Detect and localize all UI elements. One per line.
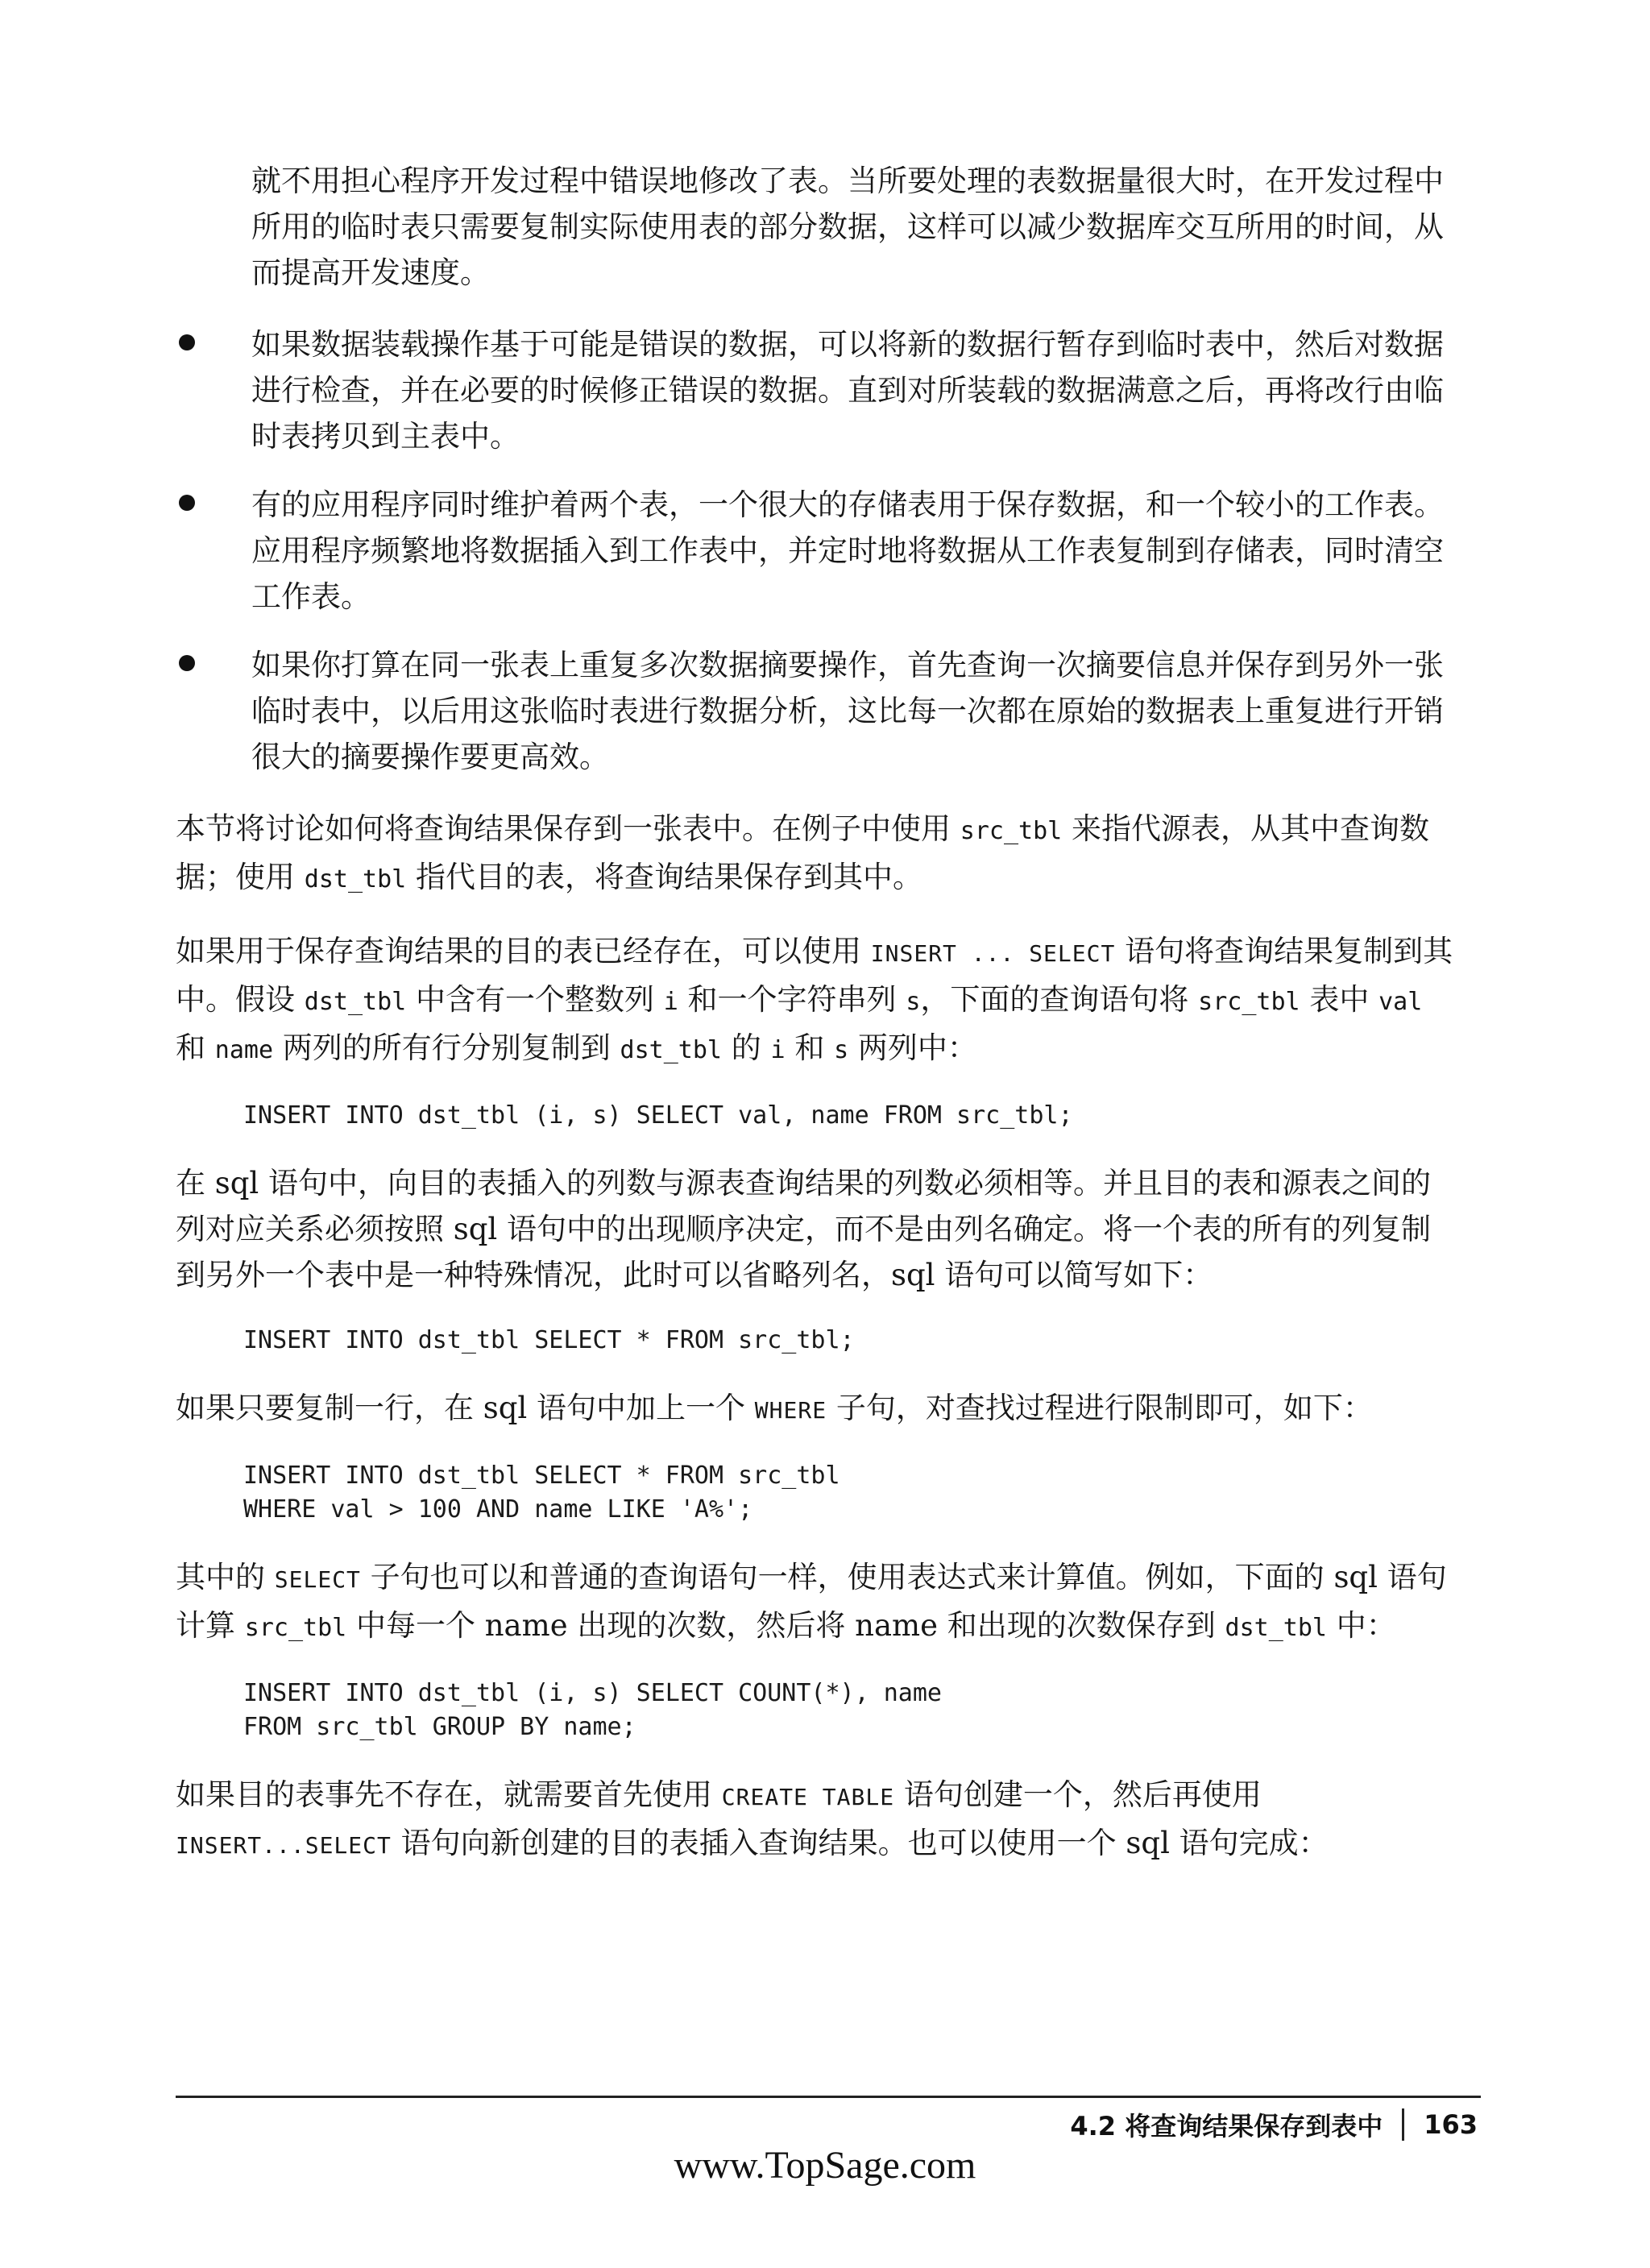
bullet-icon: [179, 495, 195, 511]
page-content: [176, 158, 1455, 1894]
footer-rule: [176, 2096, 1481, 2098]
paragraph-intro-section: 本节将讨论如何将查询结果保存到一张表中。在例子中使用 src_tbl 来指代源表，从其中查询数据；使用 dst_tbl 指代目的表，将查询结果保存到其中。: [176, 811, 1429, 894]
section-title: 4.2 将查询结果保存到表中: [1070, 2111, 1383, 2142]
paragraph-expression: 其中的 SELECT 子句也可以和普通的查询语句一样，使用表达式来计算值。例如，下面的 sql 语句计算 src_tbl 中每一个 name 出现的次数，然后将 name 和出现的次数保存到 dst_tbl 中：: [176, 1560, 1447, 1643]
bullet-item: 有的应用程序同时维护着两个表，一个很大的存储表用于保存数据，和一个较小的工作表。应用程序频繁地将数据插入到工作表中，并定时地将数据从工作表复制到存储表，同时清空工作表。: [176, 482, 1455, 620]
code-block: INSERT INTO dst_tbl (i, s) SELECT val, name FROM src_tbl;: [243, 1101, 1073, 1130]
code-block: INSERT INTO dst_tbl (i, s) SELECT COUNT(*), name FROM src_tbl GROUP BY name;: [243, 1679, 942, 1741]
paragraph-create-table: 如果目的表事先不存在，就需要首先使用 CREATE TABLE 语句创建一个，然后再使用 INSERT...SELECT 语句向新创建的目的表插入查询结果。也可以使用一个 sql 语句完成：: [176, 1777, 1329, 1860]
bullet-icon: [179, 655, 195, 671]
footer-divider: [1402, 2108, 1404, 2141]
intro-paragraph: 就不用担心程序开发过程中错误地修改了表。当所要处理的表数据量很大时，在开发过程中所用的临时表只需要复制实际使用表的部分数据，这样可以减少数据库交互所用的时间，从而提高开发速度。: [251, 164, 1444, 290]
paragraph-where: 如果只要复制一行，在 sql 语句中加上一个 WHERE 子句，对查找过程进行限制即可，如下：: [176, 1391, 1373, 1425]
watermark-site: www.TopSage.com: [674, 2144, 976, 2187]
code-block: INSERT INTO dst_tbl SELECT * FROM src_tbl WHERE val > 100 AND name LIKE 'A%';: [243, 1462, 840, 1524]
bullet-item: 如果数据装载操作基于可能是错误的数据，可以将新的数据行暂存到临时表中，然后对数据进行检查，并在必要的时候修正错误的数据。直到对所装载的数据满意之后，再将改行由临时表拷贝到主表中。: [176, 321, 1455, 459]
paragraph-insert-select: 如果用于保存查询结果的目的表已经存在，可以使用 INSERT ... SELECT 语句将查询结果复制到其中。假设 dst_tbl 中含有一个整数列 i 和一个字符串列 s，下面的查询语句将 src_tbl 表中 val 和 name 两列的所有行分别复制到 dst_tbl 的 i 和 s 两列中：: [176, 934, 1453, 1065]
paragraph-column-count: 在 sql 语句中，向目的表插入的列数与源表查询结果的列数必须相等。并且目的表和源表之间的列对应关系必须按照 sql 语句中的出现顺序决定，而不是由列名确定。将一个表的所有的列复制到另外一个表中是一种特殊情况，此时可以省略列名，sql 语句可以简写如下：: [176, 1166, 1432, 1292]
page-number: 163: [1424, 2109, 1478, 2140]
page-footer: [1070, 2106, 1478, 2143]
bullet-icon: [179, 334, 195, 350]
code-block: INSERT INTO dst_tbl SELECT * FROM src_tbl;: [243, 1326, 855, 1354]
bullet-item: 如果你打算在同一张表上重复多次数据摘要操作，首先查询一次摘要信息并保存到另外一张临时表中，以后用这张临时表进行数据分析，这比每一次都在原始的数据表上重复进行开销很大的摘要操作要更高效。: [176, 642, 1455, 780]
bullet-list: [176, 321, 1455, 780]
